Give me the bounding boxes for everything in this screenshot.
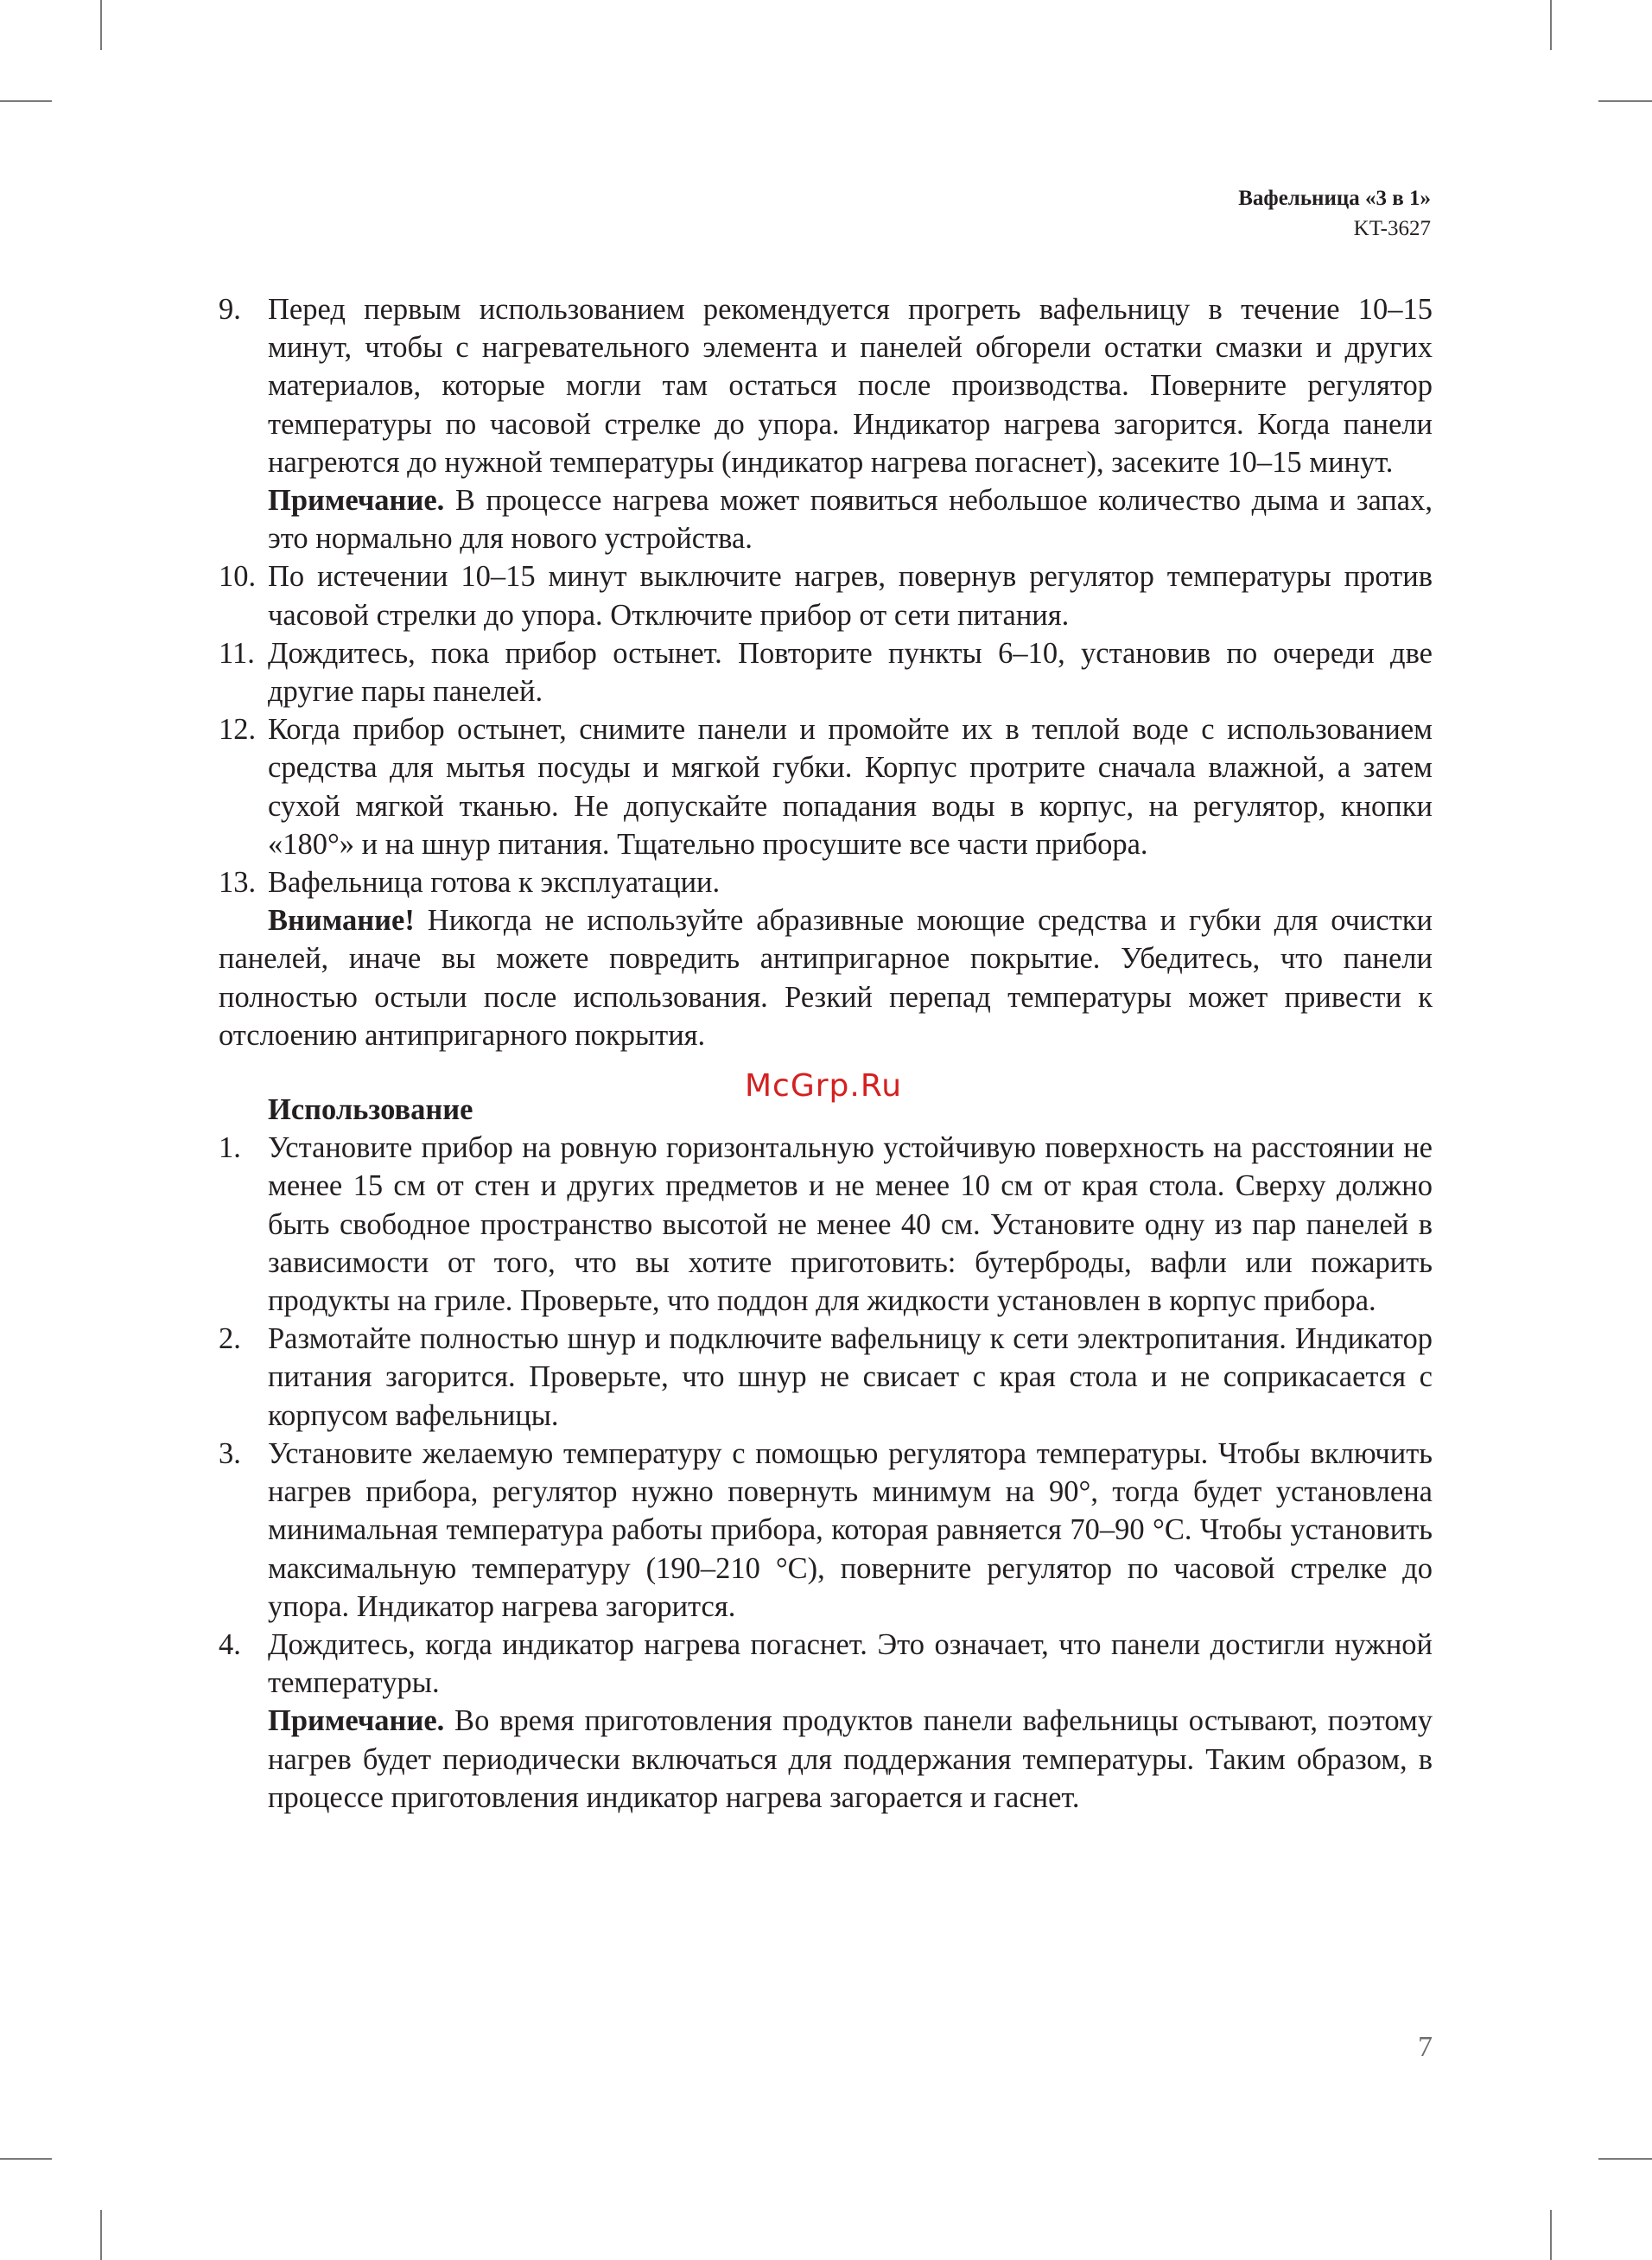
item-number: 13. [219, 866, 257, 900]
watermark: McGrp.Ru [745, 1068, 903, 1104]
list-item [219, 1435, 1433, 1626]
crop-mark-right-bottom [1598, 2158, 1652, 2160]
warning-text: Никогда не используйте абразивные моющие средства и губки для очистки панелей, иначе вы можете повредить антипригарное покрытие. Убедитесь, что панели полностью остыли после использования. Резкий перепад температуры может привести к отслоению антипригарного покрытия. [219, 904, 1433, 1052]
note-text: Во время приготовления продуктов панели вафельницы остывают, поэтому нагрев будет периодически включаться для поддержания температуры. Таким образом, в процессе приготовления индикатор нагрева загорается и гаснет. [268, 1704, 1433, 1814]
page-number: 7 [1418, 2031, 1433, 2063]
item-number: 9. [219, 293, 241, 326]
list-item [219, 634, 1433, 710]
list-item [219, 710, 1433, 863]
item-text: По истечении 10–15 минут выключите нагрев, повернув регулятор температуры против часовой стрелки до упора. Отключите прибор от сети питания. [268, 560, 1433, 632]
item-text: Перед первым использованием рекомендуется прогреть вафельницу в течение 10–15 минут, чтобы с нагревательного элемента и панелей обгорели остатки смазки и других материалов, которые могли там остаться после производства. Поверните регулятор температуры по часовой стрелке до упора. Индикатор нагрева загорится. Когда панели нагреются до нужной температуры (индикатор нагрева погаснет), засеките 10–15 минут. [268, 293, 1433, 479]
item-text: Установите прибор на ровную горизонтальную устойчивую поверхность на расстоянии не менее 15 см от стен и других предметов и не менее 10 см от края стола. Сверху должно быть свободное пространство высотой не менее 40 см. Установите одну из пар панелей в зависимости от того, что вы хотите приготовить: бутерброды, вафли или пожарить продукты на гриле. Проверьте, что поддон для жидкости установлен в корпус прибора. [268, 1131, 1433, 1318]
list-item [219, 863, 1433, 901]
crop-mark-left-bottom [0, 2158, 52, 2160]
list-item [219, 557, 1433, 633]
page-content [219, 290, 1433, 1817]
crop-mark-top-left [100, 0, 102, 50]
list-item [219, 290, 1433, 481]
warning-label: Внимание! [268, 904, 415, 938]
item-number: 11. [219, 636, 255, 670]
item-text: Размотайте полностью шнур и подключите вафельницу к сети электропитания. Индикатор питания загорится. Проверьте, что шнур не свисает с края стола и не соприкасается с корпусом вафельницы. [268, 1322, 1433, 1432]
item-text: Установите желаемую температуру с помощью регулятора температуры. Чтобы включить нагрев прибора, регулятор нужно повернуть минимум на 90°, тогда будет установлена минимальная температура работы прибора, которая равняется 70–90 °С. Чтобы установить максимальную температуру (190–210 °С), поверните регулятор по часовой стрелке до упора. Индикатор нагрева загорится. [268, 1436, 1433, 1623]
crop-mark-top-right [1550, 0, 1552, 50]
running-header [1238, 183, 1431, 244]
crop-mark-left-top [0, 100, 52, 102]
list-item [219, 1320, 1433, 1435]
item-text: Дождитесь, пока прибор остынет. Повторите пункты 6–10, установив по очереди две другие пары панелей. [268, 636, 1433, 709]
item-number: 4. [219, 1627, 241, 1661]
item-text: Вафельница готова к эксплуатации. [268, 866, 721, 900]
note-label: Примечание. [268, 1704, 445, 1738]
crop-mark-bottom-right [1550, 2210, 1552, 2260]
item-text: Когда прибор остынет, снимите панели и промойте их в теплой воде с использованием средства для мытья посуды и мягкой губки. Корпус протрите сначала влажной, а затем сухой мягкой тканью. Не допускайте попадания воды в корпус, на регулятор, кнопки «180°» и на шнур питания. Тщательно просушите все части прибора. [268, 713, 1433, 861]
item-number: 2. [219, 1322, 241, 1356]
crop-mark-bottom-left [100, 2210, 102, 2260]
note-paragraph [219, 1702, 1433, 1817]
section-heading: Использование [268, 1093, 473, 1127]
product-title: Вафельница «3 в 1» [1238, 187, 1431, 210]
item-number: 10. [219, 560, 257, 594]
item-number: 12. [219, 713, 257, 747]
note-paragraph [219, 481, 1433, 557]
crop-mark-right-top [1598, 100, 1652, 102]
item-number: 1. [219, 1131, 241, 1165]
warning-paragraph [219, 901, 1433, 1054]
product-model: KT-3627 [1353, 217, 1431, 240]
item-number: 3. [219, 1436, 241, 1470]
note-text: В процессе нагрева может появиться небольшое количество дыма и запах, это нормально для нового устройства. [268, 484, 1433, 556]
list-item [219, 1129, 1433, 1320]
note-label: Примечание. [268, 484, 445, 518]
list-item [219, 1626, 1433, 1702]
item-text: Дождитесь, когда индикатор нагрева погаснет. Это означает, что панели достигли нужной температуры. [268, 1627, 1433, 1700]
